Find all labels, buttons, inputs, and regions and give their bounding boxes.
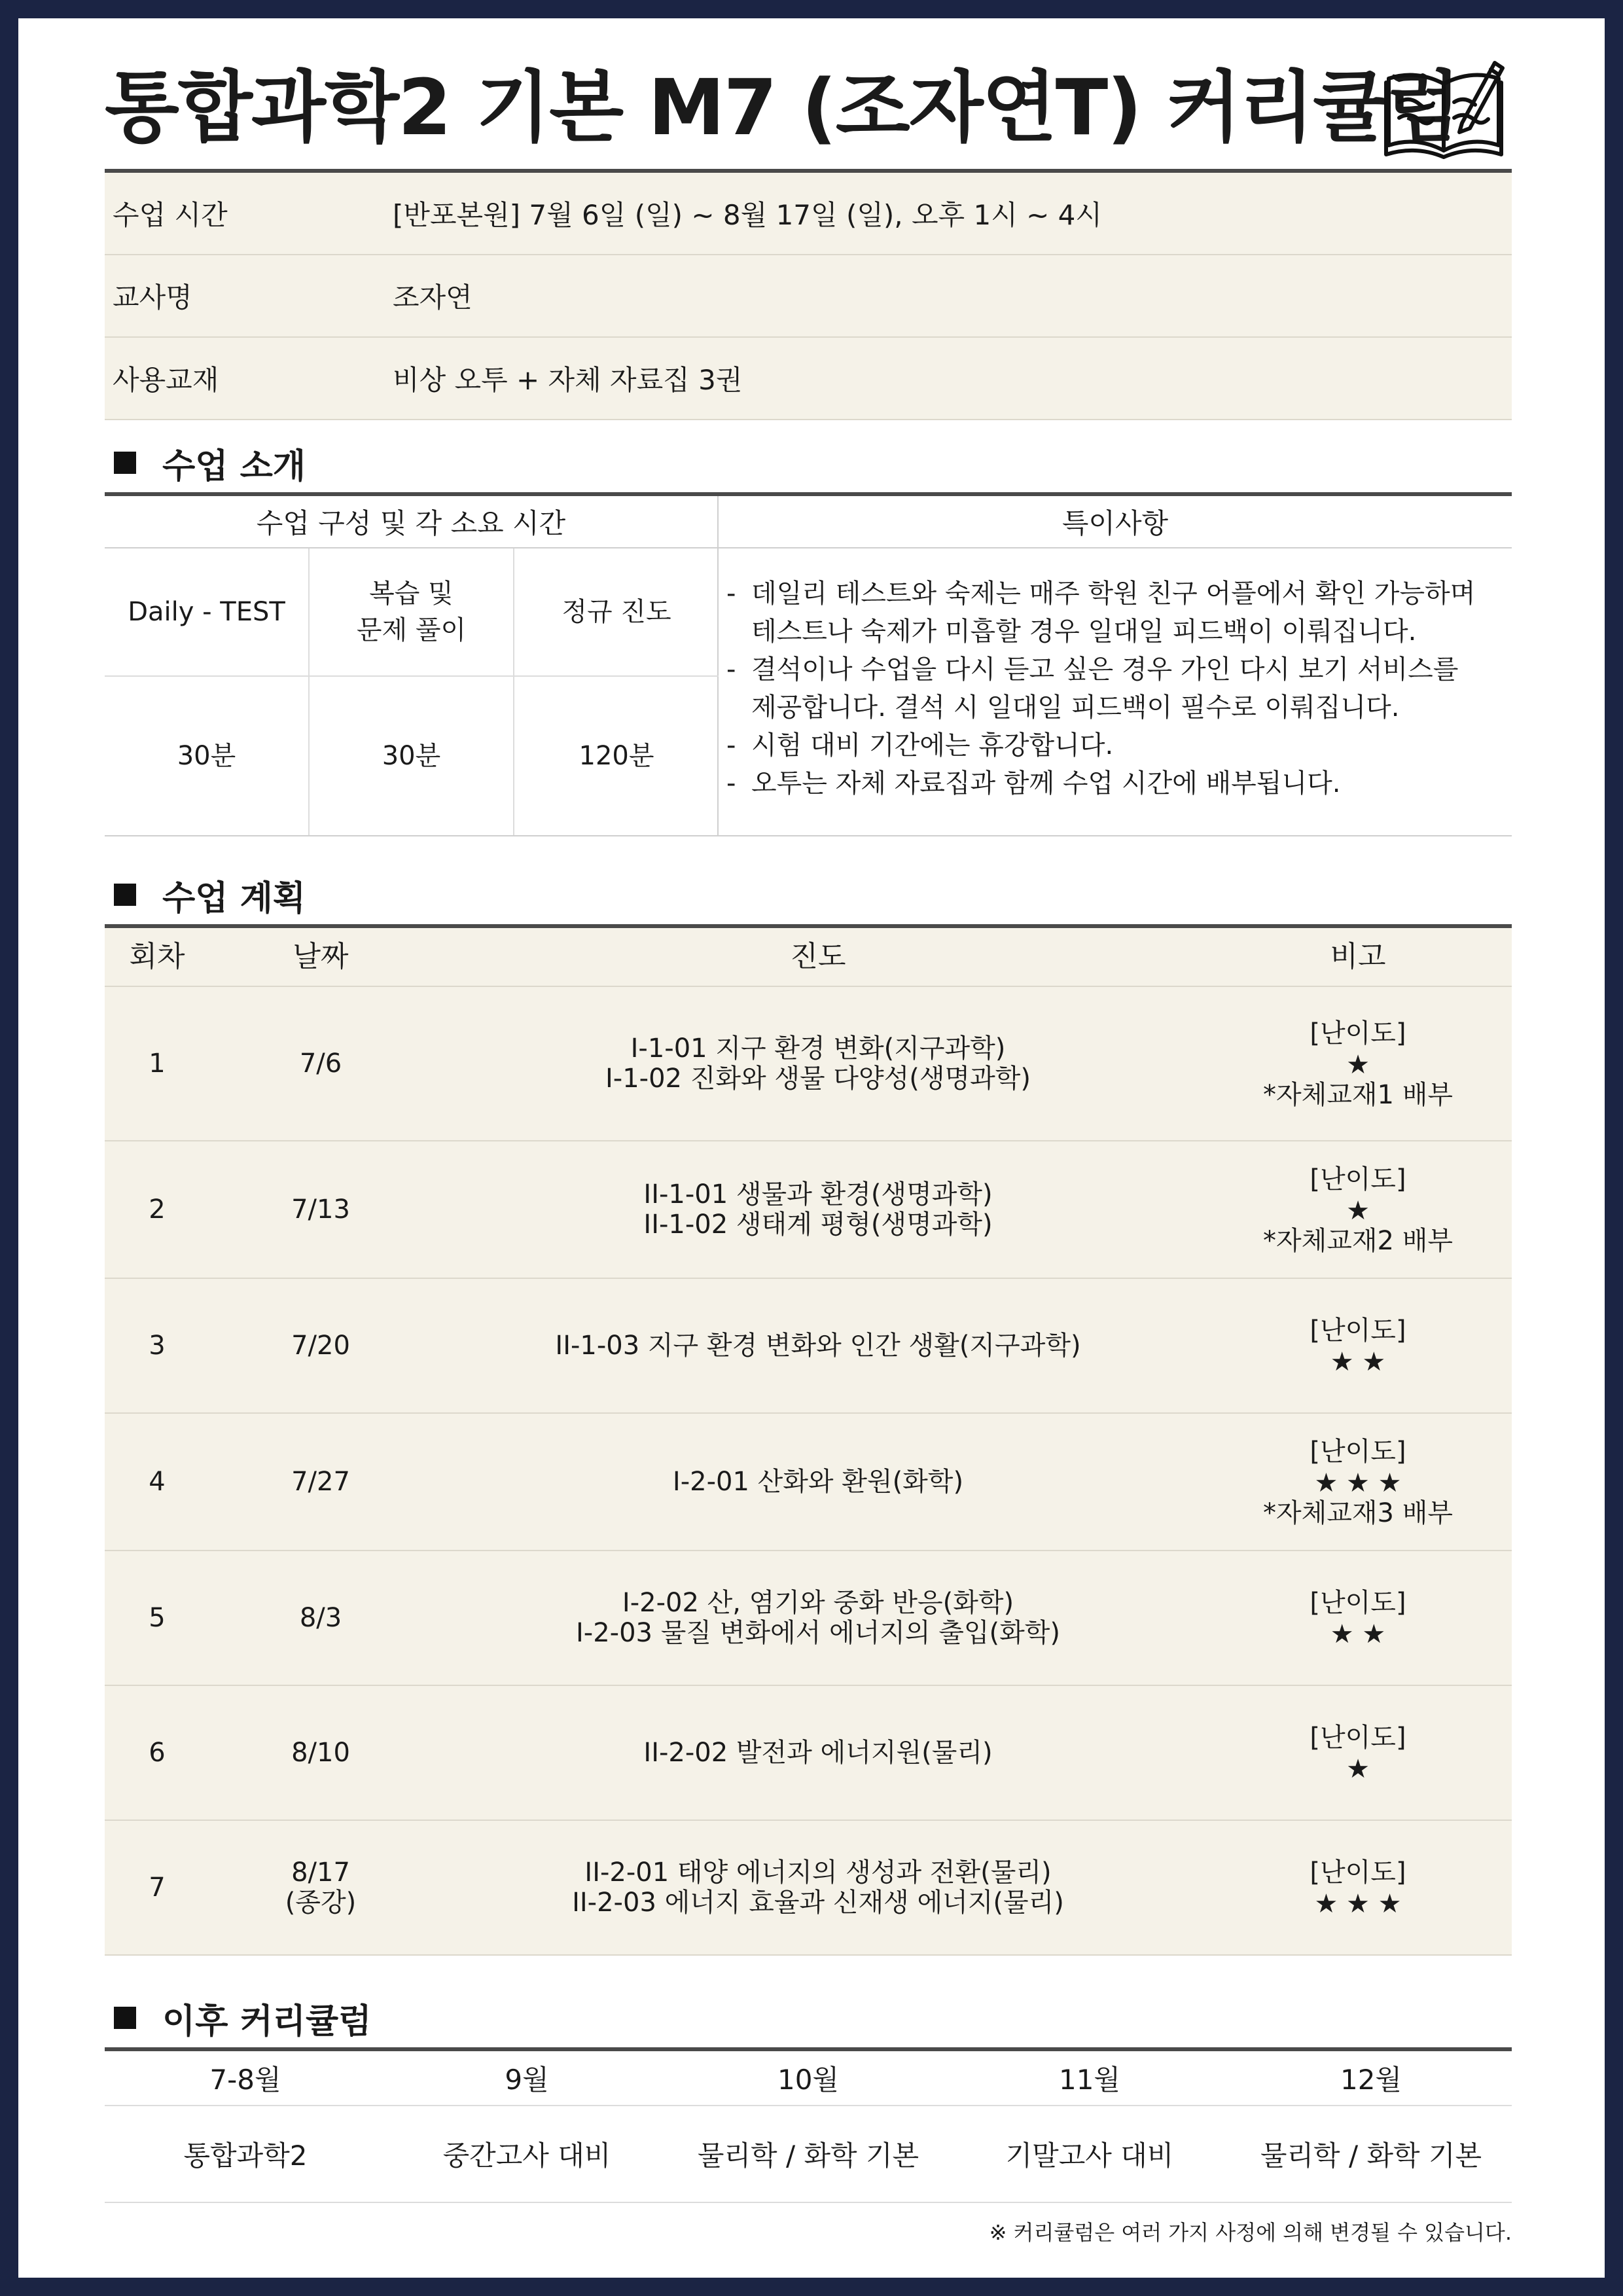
- session-remarks: [1204, 1551, 1512, 1685]
- class-composition: [105, 496, 719, 835]
- later-table: [105, 2047, 1512, 2203]
- footnote: ※ 커리큘럼은 여러 가지 사정에 의해 변경될 수 있습니다.: [989, 2220, 1512, 2245]
- material-note: *자체교재2 배부: [1262, 1226, 1453, 1256]
- note-bullet: -: [726, 655, 736, 685]
- plan-header-cell: 날짜: [293, 940, 349, 973]
- session-remarks: [1204, 987, 1512, 1140]
- difficulty-label: [난이도]: [1310, 1437, 1406, 1467]
- composition-grid: [105, 548, 717, 835]
- session-number: [105, 987, 209, 1140]
- plan-row: [105, 1141, 1512, 1279]
- session-date-text: 7/20: [291, 1331, 350, 1361]
- difficulty-label: [난이도]: [1310, 1857, 1406, 1888]
- composition-item-label: 복습 및 문제 풀이: [356, 579, 467, 645]
- notes-header: 특이사항: [719, 496, 1512, 548]
- info-value: 비상 오투 + 자체 자료집 3권: [393, 364, 743, 396]
- session-date: [209, 1141, 432, 1278]
- black-square-icon: [114, 2007, 136, 2029]
- section-title: 수업 소개: [162, 446, 306, 486]
- session-topic: I-1-02 진화와 생물 다양성(생명과학): [605, 1064, 1031, 1094]
- difficulty-stars: ★ ★: [1330, 1619, 1386, 1649]
- composition-item: [105, 548, 310, 677]
- later-items-row: [105, 2106, 1512, 2203]
- session-number-text: 3: [149, 1331, 166, 1361]
- later-month: 10월: [777, 2064, 839, 2096]
- session-remarks: [1204, 1279, 1512, 1412]
- note-line: [726, 651, 1499, 689]
- info-row-textbook: [105, 338, 1512, 420]
- info-label: 사용교재: [113, 364, 219, 396]
- session-number: [105, 1686, 209, 1820]
- session-number: [105, 1821, 209, 1954]
- session-number-text: 5: [149, 1603, 166, 1633]
- plan-header-row: [105, 928, 1512, 987]
- plan-row: [105, 1279, 1512, 1414]
- intro-table: [105, 492, 1512, 836]
- session-topic: II-1-02 생태계 평형(생명과학): [643, 1210, 993, 1240]
- note-text: 테스트나 숙제가 미흡할 경우 일대일 피드백이 이뤄집니다.: [751, 617, 1417, 647]
- session-date: [209, 1279, 432, 1412]
- session-remarks: [1204, 1141, 1512, 1278]
- session-topics: [432, 1141, 1204, 1278]
- section-later-heading: [105, 1975, 1512, 2047]
- difficulty-label: [난이도]: [1310, 1316, 1406, 1346]
- note-text: 오투는 자체 자료집과 함께 수업 시간에 배부됩니다.: [751, 768, 1341, 798]
- special-notes: [719, 496, 1512, 835]
- session-date-text: 7/27: [291, 1467, 350, 1497]
- session-topics: [432, 1279, 1204, 1412]
- composition-time: 30분: [105, 677, 310, 835]
- section-title: 이후 커리큘럼: [162, 2001, 372, 2041]
- black-square-icon: [114, 884, 136, 906]
- session-date: [209, 1551, 432, 1685]
- open-book-pen-icon: [1383, 50, 1505, 161]
- note-text: 결석이나 수업을 다시 듣고 싶은 경우 가인 다시 보기 서비스를: [751, 655, 1459, 685]
- session-date-text: (종강): [285, 1888, 357, 1918]
- info-row-teacher: [105, 255, 1512, 338]
- plan-row: [105, 1821, 1512, 1956]
- session-topic: II-2-02 발전과 에너지원(물리): [643, 1738, 993, 1768]
- info-row-time: [105, 173, 1512, 255]
- composition-item: [310, 548, 514, 677]
- difficulty-label: [난이도]: [1310, 1018, 1406, 1049]
- session-number: [105, 1141, 209, 1278]
- note-bullet: -: [726, 768, 736, 798]
- difficulty-stars: ★ ★ ★: [1314, 1889, 1402, 1919]
- page-title: 통합과학2 기본 M7 (조자연T) 커리큘럼: [105, 62, 1460, 152]
- later-item: 기말고사 대비: [1005, 2140, 1174, 2172]
- session-topics: [432, 1686, 1204, 1820]
- plan-row: [105, 1414, 1512, 1551]
- session-topic: I-2-01 산화와 환원(화학): [672, 1467, 964, 1497]
- session-number: [105, 1414, 209, 1550]
- session-number-text: 4: [149, 1467, 166, 1497]
- plan-header-cell: 회차: [129, 940, 185, 973]
- difficulty-label: [난이도]: [1310, 1588, 1406, 1618]
- later-month: 9월: [505, 2064, 549, 2096]
- difficulty-stars: ★: [1346, 1196, 1370, 1226]
- session-number-text: 6: [149, 1738, 166, 1768]
- session-remarks: [1204, 1414, 1512, 1550]
- session-date: [209, 1821, 432, 1954]
- info-value: [반포본원] 7월 6일 (일) ~ 8월 17일 (일), 오후 1시 ~ 4시: [393, 199, 1102, 231]
- note-bullet: [726, 613, 751, 651]
- session-topic: I-1-01 지구 환경 변화(지구과학): [630, 1033, 1006, 1064]
- note-line: [726, 764, 1499, 802]
- session-topic: II-2-01 태양 에너지의 생성과 전환(물리): [584, 1857, 1052, 1888]
- session-topics: [432, 987, 1204, 1140]
- notes-list: [719, 548, 1512, 802]
- session-remarks: [1204, 1821, 1512, 1954]
- section-plan-heading: [105, 852, 1512, 924]
- composition-header: 수업 구성 및 각 소요 시간: [105, 496, 717, 548]
- session-topic: II-2-03 에너지 효율과 신재생 에너지(물리): [572, 1888, 1064, 1918]
- session-number: [105, 1279, 209, 1412]
- difficulty-stars: ★ ★: [1330, 1347, 1386, 1377]
- session-date-text: 8/3: [299, 1603, 342, 1633]
- plan-rows: [105, 987, 1512, 1956]
- difficulty-stars: ★: [1346, 1754, 1370, 1784]
- note-bullet: [726, 689, 751, 726]
- later-item: 물리학 / 화학 기본: [697, 2140, 919, 2172]
- session-date: [209, 1686, 432, 1820]
- composition-item-label: 정규 진도: [562, 597, 671, 627]
- note-text: 데일리 테스트와 숙제는 매주 학원 친구 어플에서 확인 가능하며: [751, 579, 1476, 609]
- session-topics: [432, 1821, 1204, 1954]
- section-intro-heading: [105, 420, 1512, 492]
- later-month: 11월: [1058, 2064, 1120, 2096]
- note-text: 제공합니다. 결석 시 일대일 피드백이 필수로 이뤄집니다.: [751, 692, 1400, 723]
- difficulty-label: [난이도]: [1310, 1164, 1406, 1194]
- note-bullet: -: [726, 579, 736, 609]
- session-topics: [432, 1551, 1204, 1685]
- plan-header-cell: 비고: [1330, 940, 1386, 973]
- plan-header-cell: 진도: [790, 940, 846, 973]
- black-square-icon: [114, 452, 136, 474]
- session-topic: II-1-01 생물과 환경(생명과학): [643, 1179, 993, 1210]
- session-date-text: 7/13: [291, 1194, 350, 1225]
- later-months-row: [105, 2051, 1512, 2106]
- difficulty-stars: ★ ★ ★: [1314, 1468, 1402, 1498]
- session-remarks: [1204, 1686, 1512, 1820]
- later-month: 12월: [1340, 2064, 1402, 2096]
- session-date-text: 8/17: [291, 1857, 350, 1888]
- session-number-text: 1: [149, 1049, 166, 1079]
- note-line: [726, 726, 1499, 764]
- session-number-text: 2: [149, 1194, 166, 1225]
- session-topics: [432, 1414, 1204, 1550]
- plan-row: [105, 1686, 1512, 1821]
- title-row: [105, 46, 1512, 169]
- note-line: [726, 613, 1499, 651]
- note-text: 시험 대비 기간에는 휴강합니다.: [751, 730, 1114, 761]
- info-label: 수업 시간: [113, 199, 228, 231]
- session-topic: II-1-03 지구 환경 변화와 인간 생활(지구과학): [555, 1331, 1081, 1361]
- composition-time: 120분: [579, 741, 654, 771]
- plan-row: [105, 1551, 1512, 1686]
- session-date-text: 8/10: [291, 1738, 350, 1768]
- session-number: [105, 1551, 209, 1685]
- session-date-text: 7/6: [299, 1049, 342, 1079]
- later-item: 물리학 / 화학 기본: [1260, 2140, 1482, 2172]
- info-label: 교사명: [113, 281, 192, 314]
- plan-table: [105, 924, 1512, 1956]
- difficulty-stars: ★: [1346, 1050, 1370, 1080]
- plan-row: [105, 987, 1512, 1141]
- session-date: [209, 987, 432, 1140]
- composition-time: 30분: [310, 677, 514, 835]
- material-note: *자체교재1 배부: [1262, 1080, 1453, 1110]
- info-table: [105, 173, 1512, 420]
- note-bullet: -: [726, 730, 736, 761]
- note-line: [726, 689, 1499, 726]
- note-line: [726, 575, 1499, 613]
- composition-item-label: Daily - TEST: [128, 597, 285, 627]
- later-item: 중간고사 대비: [442, 2140, 611, 2172]
- session-topic: I-2-02 산, 염기와 중화 반응(화학): [622, 1588, 1014, 1618]
- session-topic: I-2-03 물질 변화에서 에너지의 출입(화학): [575, 1618, 1061, 1648]
- curriculum-page: [105, 46, 1512, 2246]
- later-month: 7-8월: [209, 2064, 281, 2096]
- info-value: 조자연: [393, 281, 473, 314]
- section-title: 수업 계획: [162, 878, 306, 918]
- later-item: 통합과학2: [183, 2140, 308, 2172]
- material-note: *자체교재3 배부: [1262, 1498, 1453, 1528]
- composition-item: [514, 548, 719, 677]
- session-number-text: 7: [149, 1873, 166, 1903]
- session-date: [209, 1414, 432, 1550]
- difficulty-label: [난이도]: [1310, 1723, 1406, 1753]
